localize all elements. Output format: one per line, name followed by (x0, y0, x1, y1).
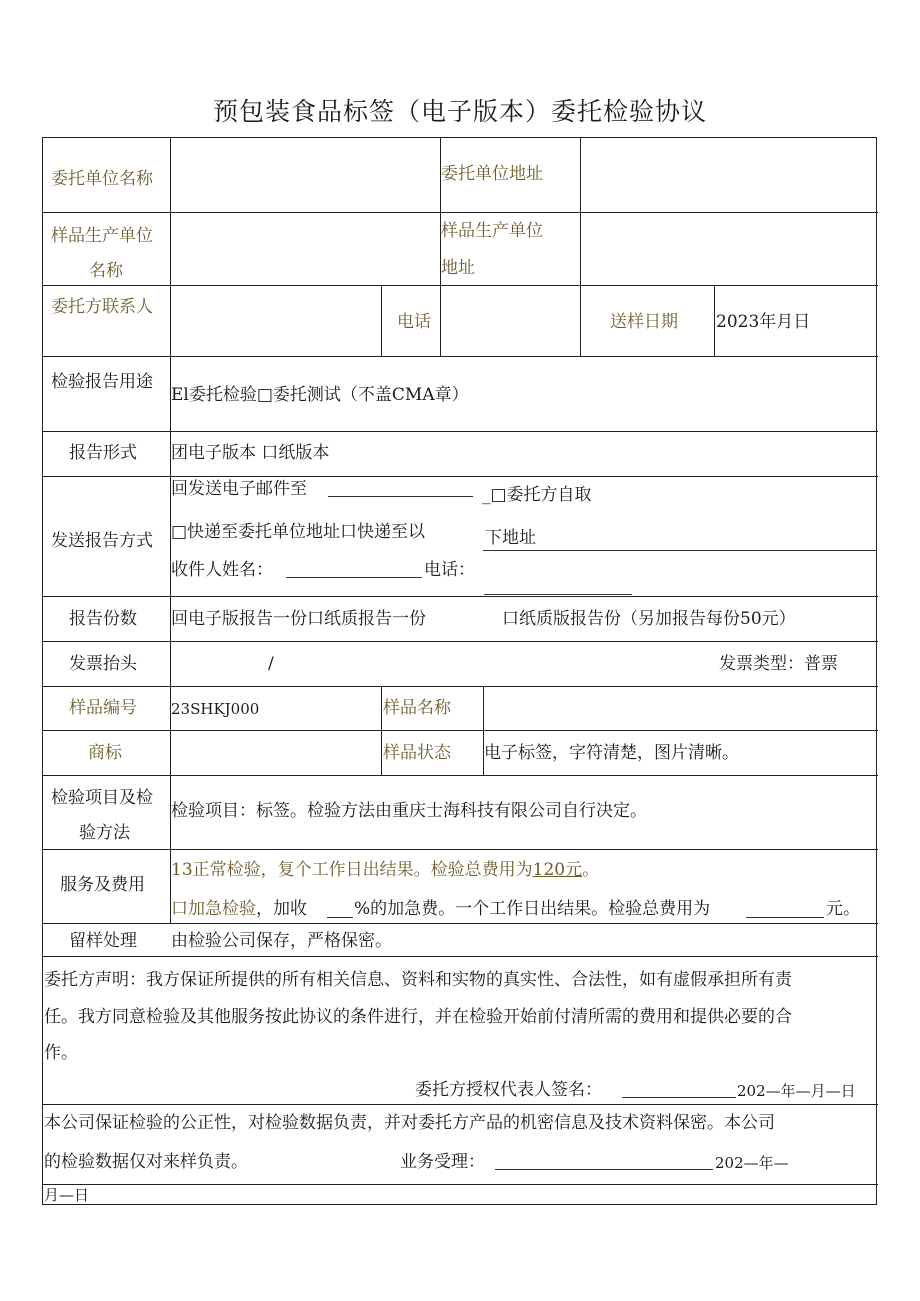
sample-name-label: 样品名称 (383, 698, 451, 718)
recipient-name-label: 收件人姓名： (171, 560, 273, 580)
items-value: 检验项目：标签。检验方法由重庆士海科技有限公司自行决定。 (171, 801, 647, 821)
retain-value: 由检验公司保存，严格保密。 (171, 931, 392, 951)
service-normal-fee: 120元 (532, 860, 583, 880)
row-divider (43, 431, 878, 432)
signature-date: 202—年—月—日 (737, 1082, 856, 1100)
invoice-label: 发票抬头 (69, 654, 137, 674)
express-address-text: 下地址 (485, 528, 536, 548)
client-address-label: 委托单位地址 (441, 164, 543, 184)
email-blank (328, 496, 473, 497)
acceptance-date-end: 月—日 (44, 1186, 90, 1204)
service-urgent-line (171, 898, 307, 920)
col-divider (714, 285, 715, 356)
sample-state-value: 电子标签，字符清楚，图片清晰。 (484, 743, 739, 763)
row-divider (43, 212, 878, 213)
declaration-line-3: 作。 (44, 1043, 78, 1063)
guarantee-line-1: 本公司保证检验的公正性，对检验数据负责，并对委托方产品的机密信息及技术资料保密。本公司 (44, 1113, 775, 1133)
service-urgent-text: 口加急检验 (171, 899, 256, 919)
row-divider (43, 923, 878, 924)
sample-state-label: 样品状态 (383, 743, 451, 763)
format-label: 报告形式 (69, 443, 137, 463)
row-divider (43, 686, 878, 687)
service-urgent-rest: %的加急费。一个工作日出结果。检验总费用为 (354, 899, 711, 919)
copies-value: 回电子版报告一份口纸质报告一份 (171, 609, 426, 629)
row-divider (43, 775, 878, 776)
service-normal-line (171, 859, 599, 881)
invoice-type: 发票类型：普票 (719, 654, 838, 674)
row-divider (43, 641, 878, 642)
send-date-value: 2023年月日 (716, 312, 811, 332)
declaration-line-1: 委托方声明：我方保证所提供的所有相关信息、资料和实物的真实性、合法性，如有虚假承担所有责 (44, 970, 792, 990)
producer-address-label-2: 地址 (441, 258, 475, 278)
service-normal-end: 。 (582, 860, 600, 880)
invoice-slash: / (268, 654, 274, 674)
retain-label: 留样处理 (69, 931, 137, 951)
phone-label: 电话 (397, 312, 431, 332)
col-divider (381, 285, 382, 356)
signature-label: 委托方授权代表人签名： (415, 1080, 602, 1100)
row-divider (43, 1184, 878, 1185)
send-method-label: 发送报告方式 (51, 531, 153, 551)
col-divider (580, 285, 581, 356)
contact-label: 委托方联系人 (51, 297, 153, 317)
recipient-phone-blank (484, 594, 632, 595)
document-title: 预包装食品标签（电子版本）委托检验协议 (212, 97, 707, 126)
row-divider (43, 849, 878, 850)
signature-blank (622, 1097, 736, 1098)
sample-no-value: 23SHKJ000 (171, 700, 260, 718)
sample-no-label: 样品编号 (69, 698, 137, 718)
guarantee-line-2: 的检验数据仅对来样负责。 (44, 1152, 248, 1172)
recipient-phone-label: 电话： (424, 560, 475, 580)
producer-name-label: 样品生产单位 (51, 226, 153, 246)
service-normal-text: 13正常检验，复个工作日出结果。检验总费用为 (171, 860, 533, 880)
items-label: 检验项目及检 (51, 788, 153, 808)
brand-label: 商标 (88, 743, 122, 763)
purpose-value: El委托检验□委托测试（不盖CMA章） (171, 385, 469, 405)
col-divider (440, 285, 441, 356)
express-option: □快递至委托单位地址口快递至以 (171, 522, 426, 542)
purpose-label: 检验报告用途 (51, 372, 153, 392)
send-date-label: 送样日期 (610, 312, 678, 332)
send-email-text: 回发送电子邮件至 (171, 479, 307, 499)
acceptance-label: 业务受理： (400, 1152, 485, 1172)
acceptance-blank (495, 1169, 713, 1170)
declaration-line-2: 任。我方同意检验及其他服务按此协议的条件进行，并在检验开始前付清所需的费用和提供必要的合 (44, 1007, 792, 1027)
row-divider (43, 476, 878, 477)
row-divider (43, 956, 878, 957)
self-pickup-option: _□委托方自取 (482, 485, 592, 505)
copies-value-2: 口纸质版报告份（另加报告每份50元） (502, 609, 796, 629)
col-divider (381, 686, 382, 775)
service-label: 服务及费用 (60, 875, 145, 895)
client-name-label: 委托单位名称 (51, 169, 153, 189)
row-divider (43, 596, 878, 597)
send-email-option (171, 478, 307, 500)
copies-label: 报告份数 (69, 609, 137, 629)
row-divider (43, 730, 878, 731)
service-urgent-surcharge-label: ，加收 (256, 899, 307, 919)
producer-name-label-2: 名称 (89, 261, 123, 281)
service-urgent-end: 元。 (826, 899, 860, 919)
urgent-percent-blank (327, 917, 353, 918)
items-label-2: 验方法 (79, 823, 130, 843)
row-divider (43, 1104, 878, 1105)
row-divider (43, 356, 878, 357)
row-divider (43, 285, 878, 286)
urgent-fee-blank (746, 917, 824, 918)
address-underline (483, 550, 877, 551)
producer-address-label: 样品生产单位 (441, 221, 543, 241)
format-value: 团电子版本 口纸版本 (171, 443, 330, 463)
acceptance-date: 202—年— (715, 1154, 789, 1172)
recipient-name-blank (286, 577, 422, 578)
